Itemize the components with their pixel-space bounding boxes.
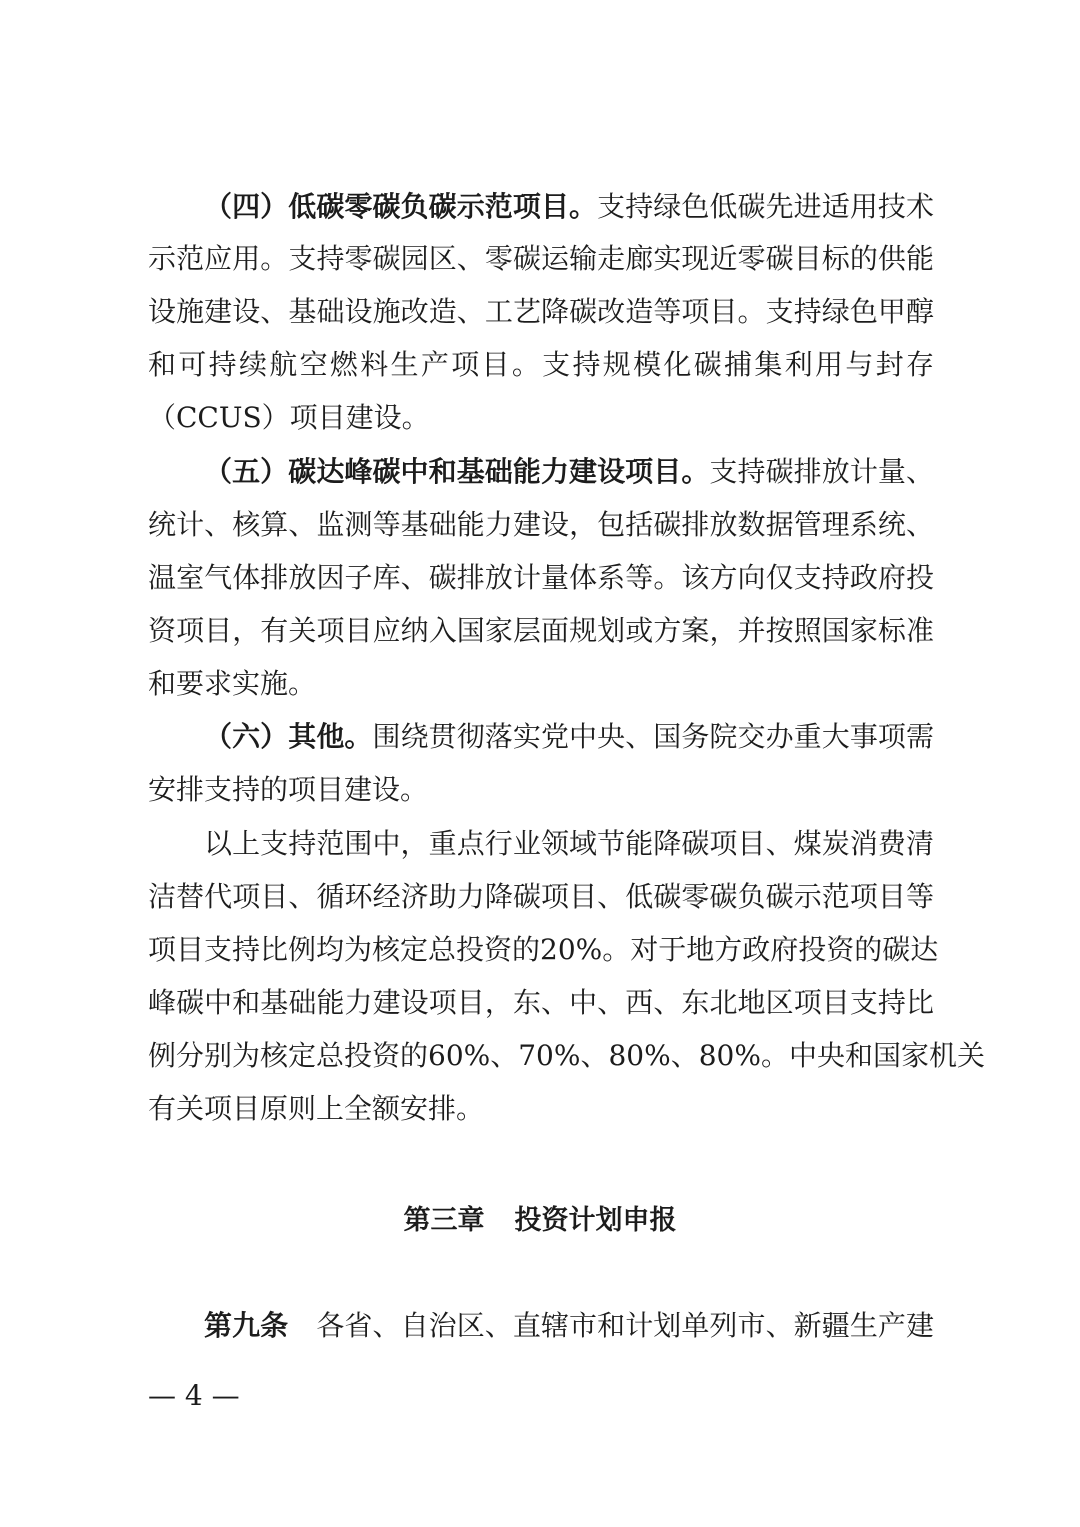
page-number: — 4 —: [148, 1379, 240, 1412]
paragraph-line: 统计、核算、监测等基础能力建设，包括碳排放数据管理系统、: [148, 508, 934, 541]
article-text: 各省、自治区、直辖市和计划单列市、新疆生产建: [316, 1309, 934, 1342]
paragraph-line: 温室气体排放因子库、碳排放计量体系等。该方向仅支持政府投: [148, 561, 934, 594]
paragraph-line: 峰碳中和基础能力建设项目，东、中、西、东北地区项目支持比: [148, 986, 934, 1019]
paragraph-line: 以上支持范围中，重点行业领域节能降碳项目、煤炭消费清: [204, 827, 934, 860]
paragraph-line: 洁替代项目、循环经济助力降碳项目、低碳零碳负碳示范项目等: [148, 880, 934, 913]
paragraph-line: （CCUS）项目建设。: [148, 401, 430, 434]
chapter-number: 第三章: [403, 1205, 485, 1236]
paragraph-line: 示范应用。支持零碳园区、零碳运输走廊实现近零碳目标的供能: [148, 242, 934, 275]
paragraph-line: （五）碳达峰碳中和基础能力建设项目。支持碳排放计量、: [204, 455, 934, 488]
article-label: 第九条: [204, 1309, 289, 1342]
paragraph-line: （六）其他。围绕贯彻落实党中央、国务院交办重大事项需: [204, 720, 934, 753]
paragraph-line: 资项目，有关项目应纳入国家层面规划或方案，并按照国家标准: [148, 614, 934, 647]
paragraph-line: 和可持续航空燃料生产项目。支持规模化碳捕集利用与封存: [148, 348, 934, 381]
paragraph-line: 安排支持的项目建设。: [148, 773, 429, 806]
chapter-heading: [0, 1203, 1080, 1239]
paragraph-line: 和要求实施。: [148, 667, 317, 700]
article-line: [204, 1308, 934, 1344]
chapter-title: 投资计划申报: [514, 1205, 677, 1236]
section-lead: （六）其他。: [204, 720, 373, 753]
paragraph-line: （四）低碳零碳负碳示范项目。支持绿色低碳先进适用技术: [204, 190, 934, 223]
paragraph-line: 设施建设、基础设施改造、工艺降碳改造等项目。支持绿色甲醇: [148, 295, 934, 328]
paragraph-line: 有关项目原则上全额安排。: [148, 1092, 485, 1125]
paragraph-line: 例分别为核定总投资的60%、70%、80%、80%。中央和国家机关: [148, 1039, 985, 1072]
section-lead: （四）低碳零碳负碳示范项目。: [204, 190, 598, 223]
section-lead: （五）碳达峰碳中和基础能力建设项目。: [204, 455, 710, 488]
paragraph-line: 项目支持比例均为核定总投资的20%。对于地方政府投资的碳达: [148, 933, 939, 966]
